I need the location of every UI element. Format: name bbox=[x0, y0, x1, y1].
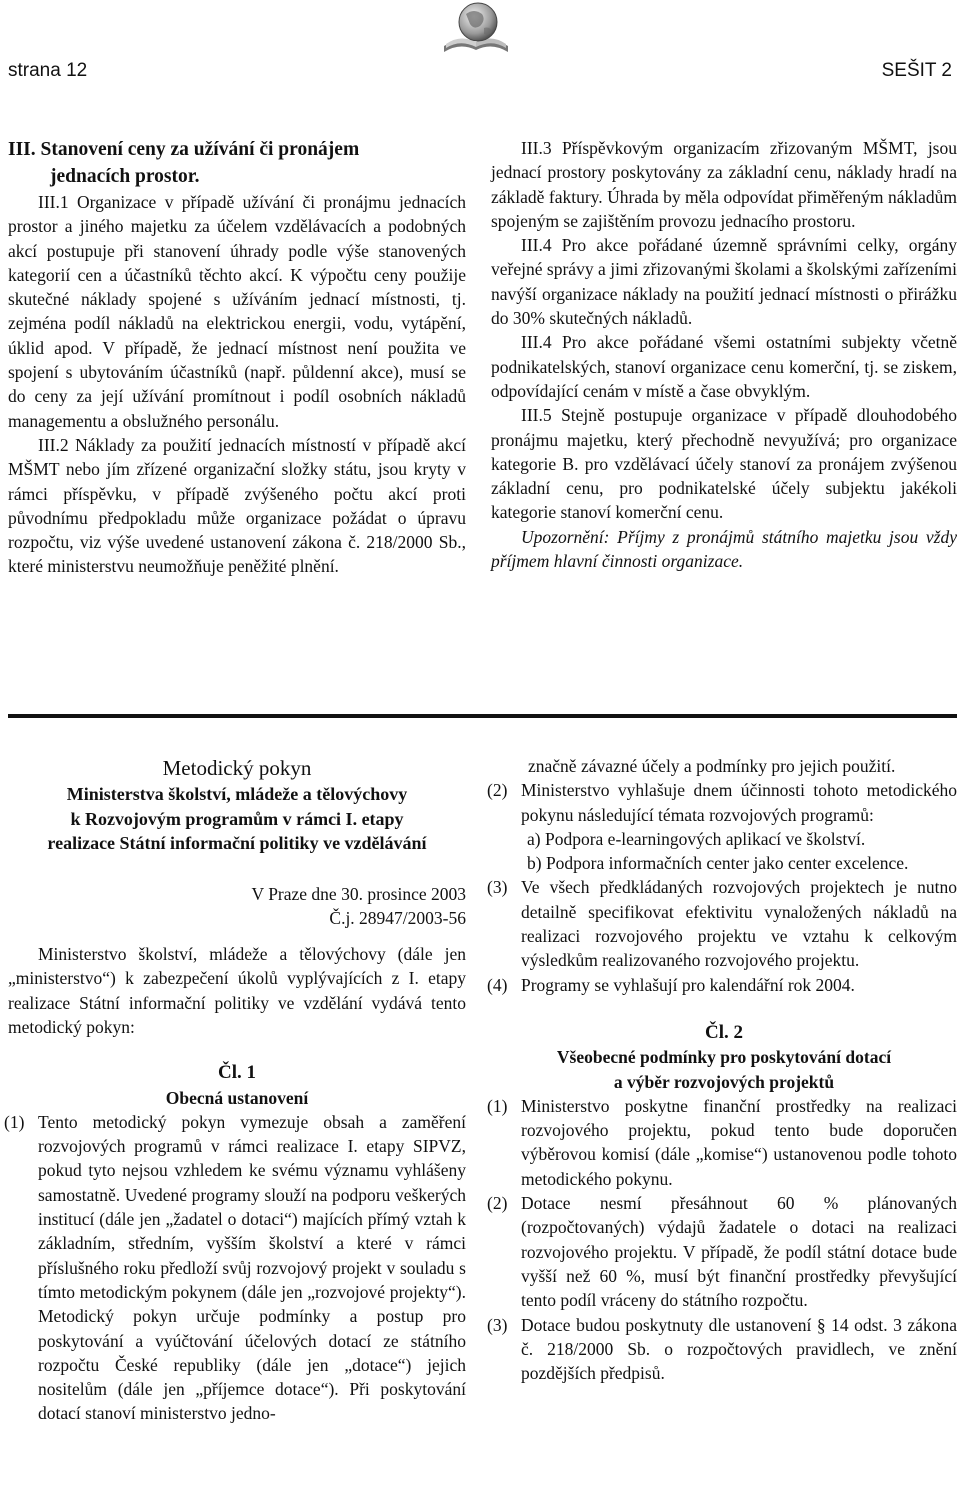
document-date: V Praze dne 30. prosince 2003 bbox=[251, 883, 466, 904]
paragraph-iii-1: III.1 Organizace v případě užívání či pronájmu jednacích prostor a jiného majetku za účelem vzdělávacích a podobných akcí postupuje při stanovení úhrady podle výše stanovených kategorií cen a účastníků těchto akcí. K výpočtu ceny použije skutečné náklady spojené s užíváním jednací místnosti, tj. zejména podíl nákladů na elektrickou energii, vodu, vytápění, úklid apod. V případě, že jednací místnost není použita ve spojení s ubytováním účastníků (např. půldenní akce), musí se do ceny za její užívání promítnout i podíl osobních nákladů managementu a obslužného personálu. bbox=[8, 192, 466, 431]
document-reference: Č.j. 28947/2003-56 bbox=[329, 907, 466, 928]
article-1-number: Čl. 1 bbox=[218, 1062, 256, 1084]
section-heading bbox=[8, 136, 466, 190]
item-text: Ve všech předkládaných rozvojových projektech je nutno detailně specifikovat efektivitu vynaložených nákladů na realizaci rozvojového projektu ve vztahu k celkovým výsledkům realizovaného rozvojového projektu. bbox=[521, 877, 957, 971]
section-heading-line2: jednacích prostor. bbox=[50, 166, 200, 187]
item-number: (3) bbox=[487, 1314, 508, 1335]
item-text: Ministerstvo poskytne finanční prostředky na realizaci rozvojového projektu, pokud tento bude doporučen výběrovou komisí (dále „komise“) ustanovenou podle tohoto metodického pokynu. bbox=[521, 1095, 957, 1189]
item-number: (2) bbox=[487, 1193, 508, 1214]
paragraph-iii-5: III.5 Stejně postupuje organizace v případě dlouhodobého pronájmu majetku, který přechodně nevyužívá; pro organizace kategorie B. pro vzdělávací účely stanoví za pronájem zvýšenou základní cenu, pro podnikatelské účely subjektu jakékoli kategorie stanoví komerční cenu. bbox=[491, 405, 957, 523]
item-text: Dotace nesmí přesáhnout 60 % plánovaných (rozpočtovaných) výdajů žadatele o dotaci na realizaci rozvojového projektu. V případě, že podíl státní dotace bude vyšší než 60 %, musí být finanční prostředky převyšující tento podíl vráceny do státního rozpočtu. bbox=[521, 1193, 957, 1311]
section-iii-column bbox=[8, 136, 466, 579]
article-2-number: Čl. 2 bbox=[705, 1021, 743, 1043]
article-1-item-1-continued: značně závazné účely a podmínky pro jejich použití. bbox=[528, 756, 896, 776]
booklet-label: SEŠIT 2 bbox=[881, 60, 952, 81]
article-1-item-3 bbox=[487, 875, 957, 972]
item-text: Tento metodický pokyn vymezuje obsah a zaměření rozvojových programů v rámci realizace I. etapy SIPVZ, pokud tyto nejsou vzhledem ke svému významu vyhlášeny samostatně. Uvedené programy slouží na podporu veškerých institucí (dále jen „žadatel o dotaci“) majících přímý vztah k základním, středním, vyšším školství a které v rámci příslušného roku předloží svůj rozvojový projekt v souladu s tímto metodickým pokynem (dále jen „rozvojové projekty“). Metodický pokyn určuje podmínky a postup pro poskytování a vyúčtování účelových dotací ze státního rozpočtu České republiky (dále jen „dotace“) jejich nositelům (dále jen „příjemce dotace“). Při poskytování dotací stanoví ministerstvo jedno- bbox=[38, 1111, 466, 1424]
article-2-item-3 bbox=[487, 1313, 957, 1386]
section-heading-line1: III. Stanovení ceny za užívání či pronájem bbox=[8, 139, 360, 160]
intro-paragraph: Ministerstvo školství, mládeže a tělovýchovy (dále jen „ministerstvo“) k zabezpečení úkolů vyplývajících z I. etapy realizace Státní informační politiky ve vzdělání vydává tento metodický pokyn: bbox=[8, 944, 466, 1037]
document-subtitle-3: realizace Státní informační politiky ve vzdělávání bbox=[47, 833, 427, 853]
item-number: (2) bbox=[487, 780, 508, 801]
item-number: (4) bbox=[487, 974, 508, 995]
paragraph-iii-4b: III.4 Pro akce pořádané všemi ostatními subjekty včetně podnikatelských, stanoví organizace cenu komerční, tj. se ziskem, odpovídající cenám v místě a čase obvyklým. bbox=[491, 332, 957, 401]
book-globe-logo-icon bbox=[440, 0, 512, 58]
item-number: (1) bbox=[4, 1111, 25, 1132]
article-1-item-4 bbox=[487, 973, 957, 997]
document-title: Metodický pokyn bbox=[162, 756, 312, 780]
item-text: Programy se vyhlašují pro kalendářní rok 2004. bbox=[521, 974, 855, 995]
section-divider bbox=[8, 714, 957, 718]
paragraph-iii-4a: III.4 Pro akce pořádané územně správními celky, orgány veřejné správy a jimi zřizovanými školami a školskými zařízeními navýší organizace náklady na použití jednací místnosti o přirážku do 30% skutečných nákladů. bbox=[491, 235, 957, 329]
article-2-item-1 bbox=[487, 1094, 957, 1191]
item-text: Ministerstvo vyhlašuje dnem účinnosti tohoto metodického pokynu následující témata rozvojových programů: bbox=[521, 780, 957, 825]
article-2-title-line2: a výběr rozvojových projektů bbox=[613, 1071, 835, 1092]
document-subtitle-1: Ministerstva školství, mládeže a tělovýchovy bbox=[66, 784, 408, 804]
document-subtitle-2: k Rozvojovým programům v rámci I. etapy bbox=[70, 808, 404, 829]
item-text: Dotace budou poskytnuty dle ustanovení § 14 odst. 3 zákona č. 218/2000 Sb. o rozpočtových pravidlech, ve znění pozdějších předpisů. bbox=[521, 1314, 957, 1384]
section-iii-column-continued bbox=[491, 136, 957, 573]
guideline-column-left bbox=[4, 754, 466, 1426]
program-topic-b: b) Podpora informačních center jako center excelence. bbox=[527, 853, 909, 874]
program-topic-a: a) Podpora e-learningových aplikací ve školství. bbox=[527, 828, 866, 849]
note-paragraph: Upozornění: Příjmy z pronájmů státního majetku jsou vždy příjmem hlavní činnosti organizace. bbox=[491, 526, 957, 572]
article-1-item-2 bbox=[487, 778, 957, 827]
article-2-item-2 bbox=[487, 1191, 957, 1312]
paragraph-iii-3: III.3 Příspěvkovým organizacím zřizovaným MŠMT, jsou jednací prostory poskytovány za základní cenu, náklady hradí na základě faktury. Úhrada by měla odpovídat přiměřeným nákladům spojeným se zajištěním provozu jednacího prostoru. bbox=[491, 138, 957, 231]
article-2-title-line1: Všeobecné podmínky pro poskytování dotací bbox=[556, 1047, 892, 1068]
paragraph-iii-2: III.2 Náklady za použití jednacích místností v případě akcí MŠMT nebo jím zřízené organizační složky státu, jsou kryty v rámci příspěvku, v případě zvýšeného počtu akcí proti původnímu předpokladu může organizace požádat o úpravu rozpočtu, viz výše uvedené ustanovení zákona č. 218/2000 Sb., které ministerstvu neumožňuje peněžité plnění. bbox=[8, 434, 466, 577]
item-number: (1) bbox=[487, 1095, 508, 1116]
item-number: (3) bbox=[487, 877, 508, 898]
guideline-column-right bbox=[487, 754, 957, 1385]
article-1-title: Obecná ustanovení bbox=[165, 1087, 309, 1108]
page-number: strana 12 bbox=[8, 60, 88, 81]
article-1-item-1 bbox=[4, 1110, 466, 1426]
